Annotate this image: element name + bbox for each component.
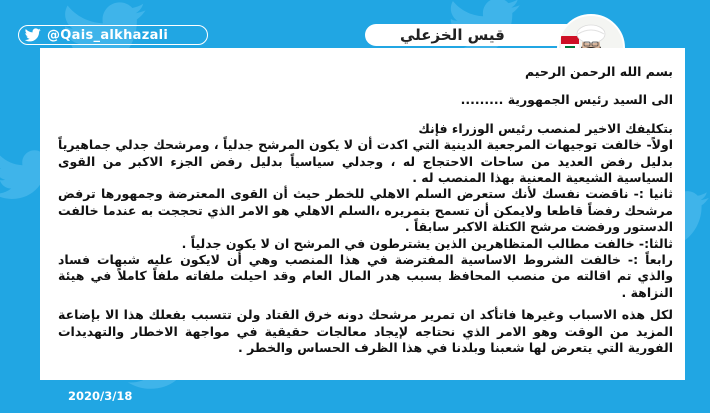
handle-text: @Qais_alkhazali [47, 27, 169, 43]
point-1: اولاً- خالفت توجيهات المرجعية الدينية التي اكدت أن لا يكون المرشح جدلياً ، ومرشحك جدلي جماهيرياً بدليل رفض العديد من ساحات الاحتجاج له ، وجدلي سياسياً بدليل رفض الجزء الاكبر من القوى السياسية الشيعية المعنية بهذا المنصب له . [58, 137, 673, 186]
display-name: قيس الخزعلي [400, 26, 505, 44]
point-3: ثالثا:- خالفت مطالب المتظاهرين الذين يشترطون في المرشح ان لا يكون جدلياً . [181, 235, 673, 251]
twitter-handle[interactable] [18, 25, 208, 45]
closing-paragraph: لكل هذه الاسباب وغيرها فاتأكد ان تمرير مرشحك دونه خرق القتاد ولن تتسبب بفعلك هذا الا بإضاعة المزيد من الوقت وهو الامر الذي نحتاجه لإيجاد معالجات حقيقية في مواجهة الاخطار والتهديدات الفورية التي يتعرض لها شعبنا وبلدنا في هذا الظرف الحساس والخطر . [58, 307, 673, 356]
post-date: 2020/3/18 [68, 389, 133, 403]
twitter-bird-icon [25, 28, 41, 42]
point-2: ثانيا :- ناقضت نفسك لأنك ستعرض السلم الاهلي للخطر حيث أن القوى المعترضة وجمهورها ترفض مرشحك رفضاً قاطعا ولايمكن أن تسمح بتمريره ،السلم الاهلي هو الامر الذي تحججت به عندما خالفت الدستور ورفضت مرشح الكتلة الاكبر سابقاً . [58, 186, 673, 235]
letter-body [58, 64, 673, 357]
basmala: بسم الله الرحمن الرحيم [525, 64, 673, 79]
salutation: الى السيد رئيس الجمهورية ......... [460, 92, 673, 108]
point-4: رابعاً :- خالفت الشروط الاساسية المفترضة في هذا المنصب وهي أن لايكون عليه شبهات فساد والذي تم اقالته من منصب المحافظ بسبب هدر المال العام وقد احيلت ملفاته ملفاً كاملاً في هيئة النزاهة . [58, 252, 673, 300]
intro-line: بتكليفك الاخير لمنصب رئيس الوزراء فإنك [418, 120, 673, 136]
